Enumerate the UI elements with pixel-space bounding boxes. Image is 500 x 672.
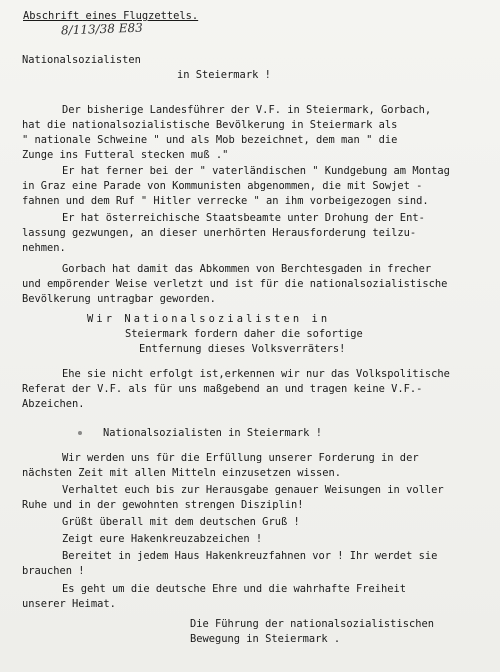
paragraph-1-line-1: Der bisherige Landesführer der V.F. in Steiermark, Gorbach, [62, 104, 432, 116]
paragraph-2-line-3: fahnen und dem Ruf " Hitler verrecke " an ihm vorbeigezogen sind. [22, 195, 429, 207]
closing-line-1: Wir werden uns für die Erfüllung unserer Forderung in der [62, 452, 419, 464]
repeat-salutation: Nationalsozialisten in Steiermark ! [103, 427, 322, 439]
demand-line-1: Wir Nationalsozialisten in [87, 313, 331, 325]
archive-number: 8/113/38 E83 [60, 20, 143, 38]
closing-line-9: Es geht um die deutsche Ehre und die wahrhafte Freiheit [62, 583, 407, 595]
demand-line-3: Entfernung dieses Volksverräters! [139, 343, 346, 355]
paragraph-4-line-2: und empörender Weise verletzt und ist für die nationalsozialistische [22, 278, 448, 290]
paragraph-1-line-3: " nationale Schweine " und als Mob bezeichnet, dem man " die [22, 134, 398, 146]
refusal-line-2: Referat der V.F. als für uns maßgebend an und tragen keine V.F.- [22, 383, 423, 395]
closing-line-2: nächsten Zeit mit allen Mitteln einzusetzen wissen. [22, 467, 342, 479]
paragraph-4-line-1: Gorbach hat damit das Abkommen von Berchtesgaden in frecher [62, 263, 432, 275]
salutation-line-1: Nationalsozialisten [22, 54, 141, 66]
closing-line-7: Bereitet in jedem Haus Hakenkreuzfahnen vor ! Ihr werdet sie [62, 550, 438, 562]
signature-line-1: Die Führung der nationalsozialistischen [190, 618, 434, 630]
closing-line-6: Zeigt eure Hakenkreuzabzeichen ! [62, 533, 263, 545]
paragraph-3-line-2: lassung gezwungen, an dieser unerhörten Herausforderung teilzu- [22, 227, 417, 239]
closing-line-10: unserer Heimat. [22, 598, 116, 610]
paragraph-4-line-3: Bevölkerung untragbar geworden. [22, 293, 216, 305]
paragraph-1-line-2: hat die nationalsozialistische Bevölkerung in Steiermark als [22, 119, 398, 131]
paragraph-2-line-1: Er hat ferner bei der " vaterländischen " Kundgebung am Montag [62, 165, 450, 177]
paragraph-1-line-4: Zunge ins Futteral stecken muß ." [22, 149, 229, 161]
salutation-line-2: in Steiermark ! [177, 69, 271, 81]
closing-line-4: Ruhe und in der gewohnten strengen Disziplin! [22, 499, 304, 511]
closing-line-5: Grüßt überall mit dem deutschen Gruß ! [62, 516, 300, 528]
paragraph-2-line-2: in Graz eine Parade von Kommunisten abgenommen, die mit Sowjet - [22, 180, 423, 192]
demand-line-2: Steiermark fordern daher die sofortige [125, 328, 363, 340]
refusal-line-1: Ehe sie nicht erfolgt ist,erkennen wir nur das Volkspolitische [62, 368, 450, 380]
closing-line-3: Verhaltet euch bis zur Herausgabe genauer Weisungen in voller [62, 484, 444, 496]
paragraph-3-line-1: Er hat österreichische Staatsbeamte unter Drohung der Ent- [62, 212, 425, 224]
refusal-line-3: Abzeichen. [22, 398, 85, 410]
document-title: Abschrift eines Flugzettels. [23, 10, 199, 22]
closing-line-8: brauchen ! [22, 565, 85, 577]
signature-line-2: Bewegung in Steiermark . [190, 633, 341, 645]
paragraph-3-line-3: nehmen. [22, 242, 66, 254]
ink-dot [78, 431, 82, 435]
